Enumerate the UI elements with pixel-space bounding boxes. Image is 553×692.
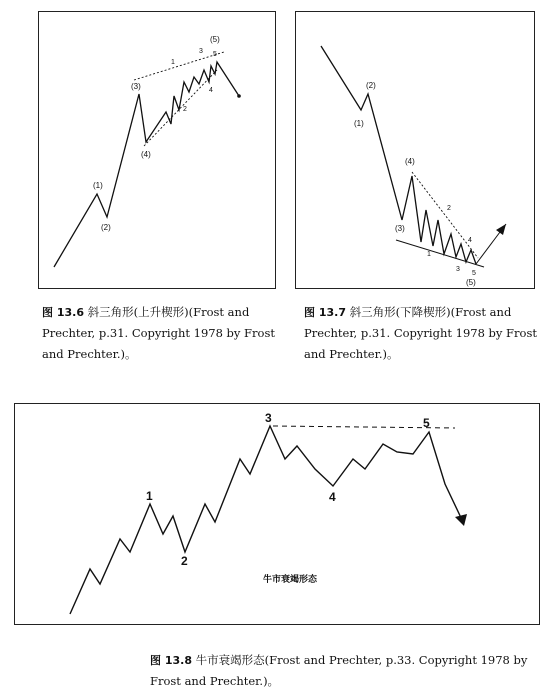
figure-13-7-caption — [304, 302, 544, 365]
wave-label-1: (1) — [354, 119, 364, 128]
lower-trendline — [396, 240, 484, 267]
subwave-label-4: 4 — [209, 87, 213, 94]
figure-13-6-panel — [38, 11, 276, 289]
price-path — [70, 426, 463, 614]
ascending-wedge-diagram — [39, 12, 277, 290]
wave-label-3: 3 — [265, 411, 272, 425]
figure-13-7-panel — [295, 11, 535, 289]
wave-label-4: 4 — [329, 490, 336, 504]
subwave-label-3: 3 — [199, 48, 203, 55]
figure-13-8-panel — [14, 403, 540, 625]
caption-number: 图 13.7 — [304, 306, 346, 319]
subwave-label-3: 3 — [456, 266, 460, 273]
subwave-label-4: 4 — [468, 237, 472, 244]
wave-label-3: (3) — [131, 82, 141, 91]
subwave-label-2: 2 — [183, 106, 187, 113]
subwave-label-5: 5 — [472, 270, 476, 277]
wave-label-2: (2) — [366, 81, 376, 90]
wave-label-5: (5) — [466, 278, 476, 287]
wave-label-1: 1 — [146, 489, 153, 503]
wave-label-4: (4) — [405, 157, 415, 166]
bull-market-exhaustion-diagram — [15, 404, 541, 626]
diagram-title: 牛市衰竭形态 — [263, 574, 318, 584]
wave-label-5: 5 — [423, 416, 430, 430]
downtrend-arrowhead — [455, 514, 467, 526]
descending-wedge-diagram — [296, 12, 536, 290]
breakout-arrowhead — [496, 224, 506, 235]
wave-label-5: (5) — [210, 35, 220, 44]
wave-label-2: (2) — [101, 223, 111, 232]
subwave-label-5: 5 — [213, 51, 217, 58]
caption-text: 斜三角形(下降楔形)(Frost and Prechter, p.31. Copyright 1978 by Frost and Prechter.)。 — [304, 305, 537, 361]
wave-label-1: (1) — [93, 181, 103, 190]
caption-text: 牛市衰竭形态(Frost and Prechter, p.33. Copyright 1978 by Frost and Prechter.)。 — [150, 653, 528, 688]
figure-13-6-caption — [42, 302, 282, 365]
caption-number: 图 13.6 — [42, 306, 84, 319]
subwave-label-1: 1 — [427, 251, 431, 258]
caption-number: 图 13.8 — [150, 654, 192, 667]
upper-trendline — [412, 172, 478, 258]
end-point — [237, 94, 241, 98]
wave-label-4: (4) — [141, 150, 151, 159]
subwave-label-1: 1 — [171, 59, 175, 66]
wave-label-3: (3) — [395, 224, 405, 233]
lower-trendline — [144, 70, 217, 146]
caption-text: 斜三角形(上升楔形)(Frost and Prechter, p.31. Copyright 1978 by Frost and Prechter.)。 — [42, 305, 275, 361]
wave-label-2: 2 — [181, 554, 188, 568]
subwave-label-2: 2 — [447, 205, 451, 212]
